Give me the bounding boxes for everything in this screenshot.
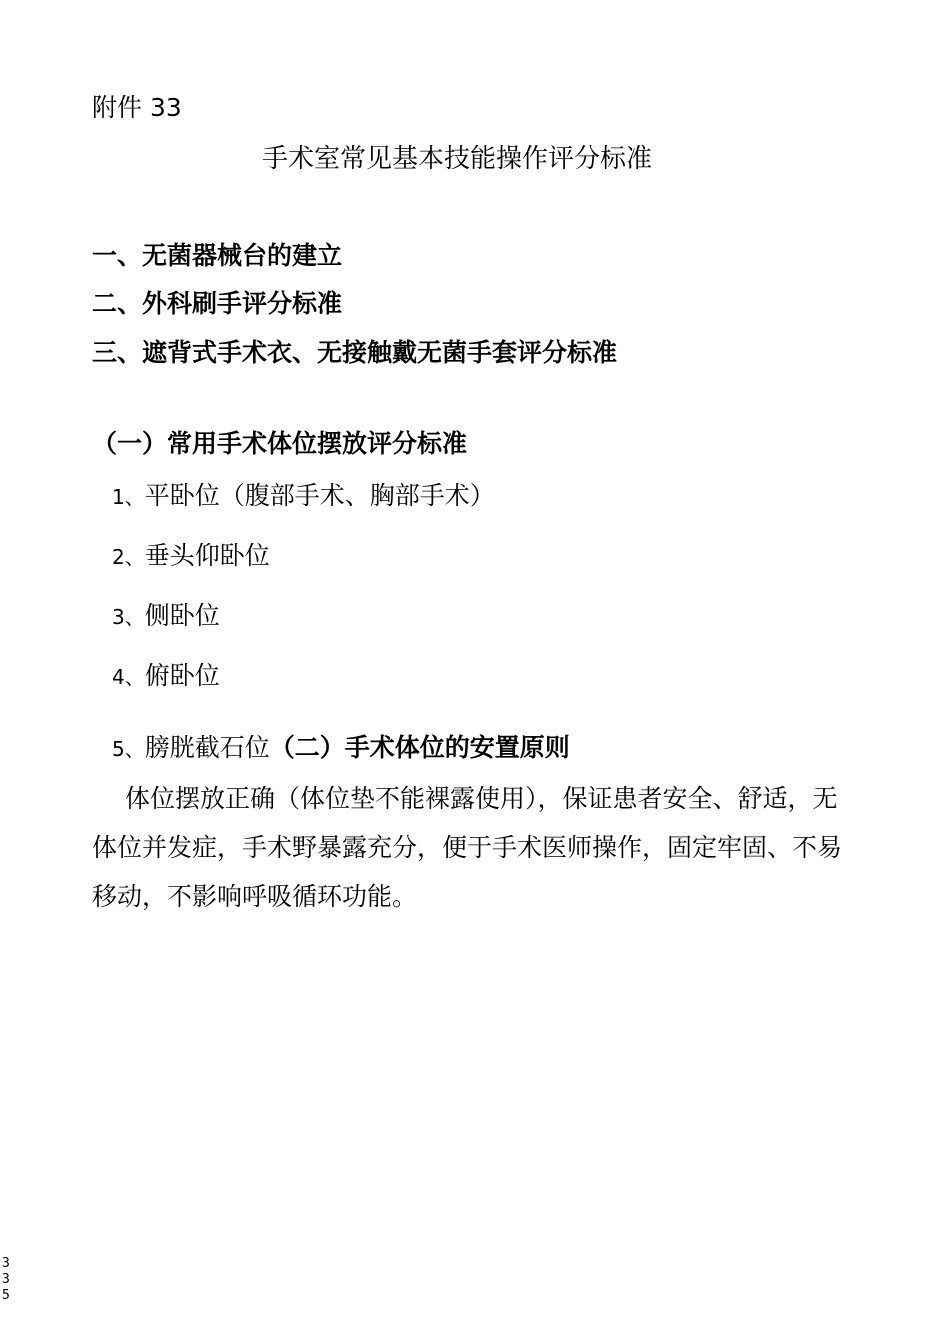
list-item-text: 俯卧位 <box>144 661 220 690</box>
list-item <box>112 728 570 764</box>
page-number: 3 3 5 <box>2 1256 10 1303</box>
list-item-text: 膀胱截石位 <box>144 733 270 762</box>
list-item-text: 侧卧位 <box>144 601 220 630</box>
list-item-number: 3、 <box>112 605 145 629</box>
principles-paragraph: 体位摆放正确（体位垫不能裸露使用），保证患者安全、舒适，无体位并发症，手术野暴露充分，便于手术医师操作，固定牢固、不易移动，不影响呼吸循环功能。 <box>92 784 843 911</box>
list-item <box>112 656 220 692</box>
heading-surgical-scrub: 二、外科刷手评分标准 <box>92 289 343 318</box>
list-item <box>112 536 270 572</box>
list-item-number: 5、 <box>112 737 145 761</box>
list-item-text: 垂头仰卧位 <box>144 541 270 570</box>
list-item-text: 平卧位（腹部手术、胸部手术） <box>144 481 495 510</box>
section-principles-title: （二）手术体位的安置原则 <box>269 733 570 762</box>
section-positioning-title: （一）常用手术体位摆放评分标准 <box>92 429 468 458</box>
heading-gown-gloves: 三、遮背式手术衣、无接触戴无菌手套评分标准 <box>92 338 618 367</box>
list-item-number: 2、 <box>112 545 145 569</box>
list-item <box>112 476 495 512</box>
attachment-label: 附件 33 <box>92 93 182 122</box>
heading-sterile-table: 一、无菌器械台的建立 <box>92 241 343 270</box>
list-item-number: 4、 <box>112 665 145 689</box>
list-item-number: 1、 <box>112 485 145 509</box>
document-title: 手术室常见基本技能操作评分标准 <box>262 144 653 174</box>
list-item <box>112 596 220 632</box>
